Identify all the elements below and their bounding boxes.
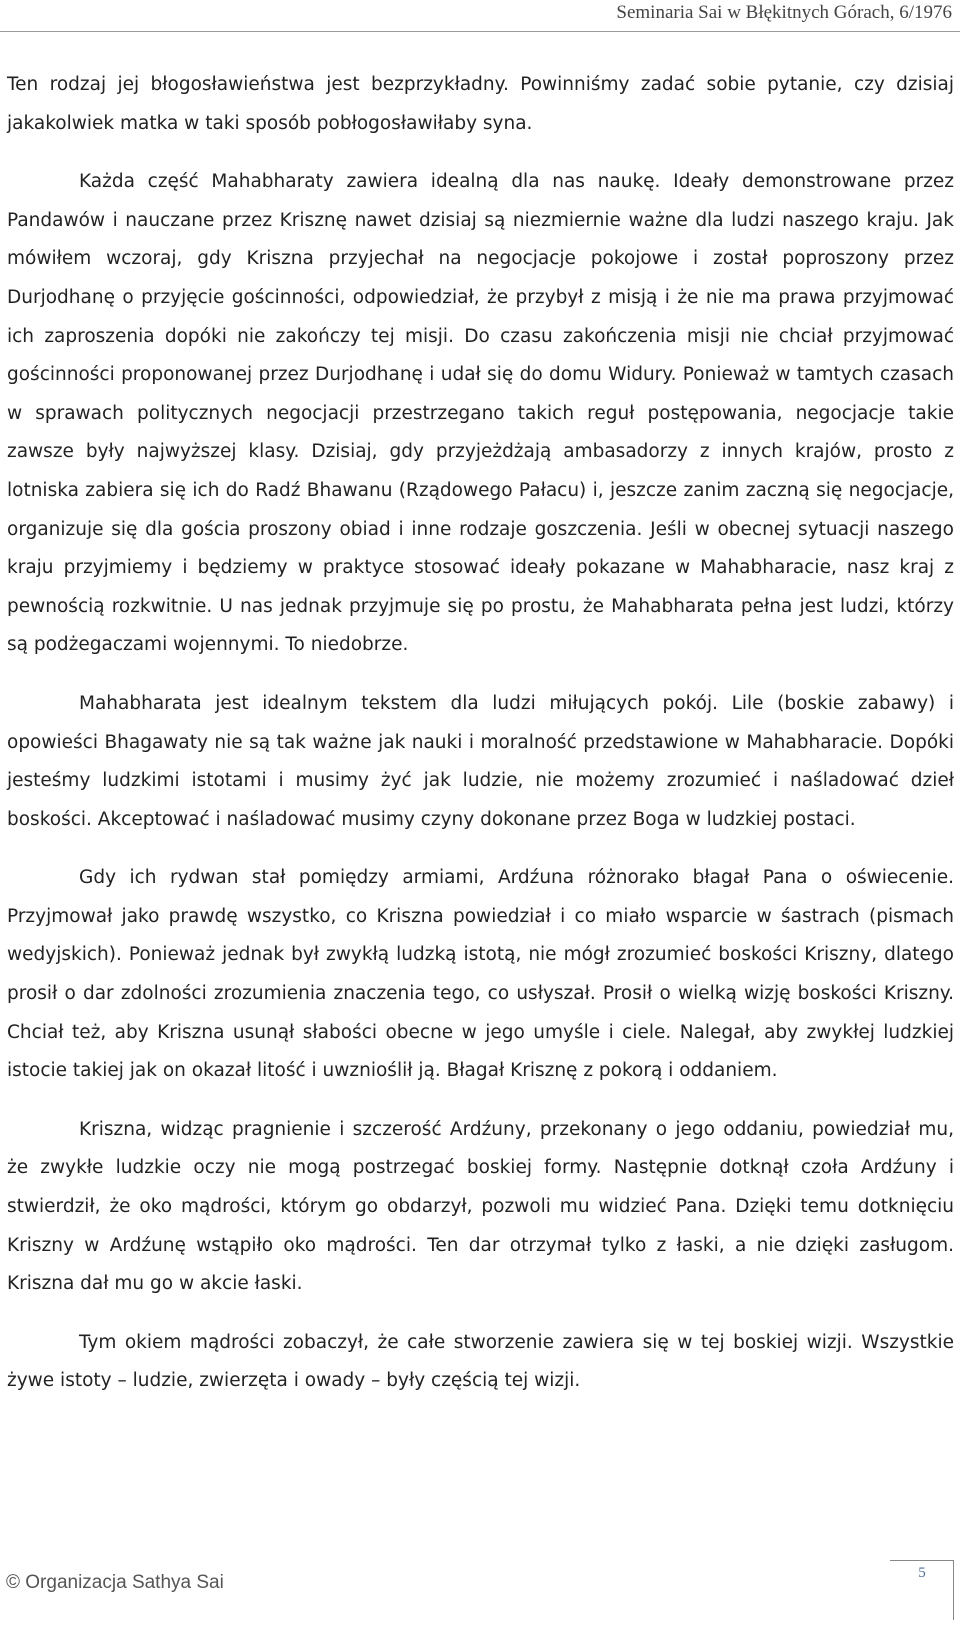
- paragraph-1: Ten rodzaj jej błogosławieństwa jest bezprzykładny. Powinniśmy zadać sobie pytanie, czy dzisiaj jakakolwiek matka w taki sposób pobłogosławiłaby syna.: [7, 74, 954, 134]
- paragraph-4: Gdy ich rydwan stał pomiędzy armiami, Ardźuna różnorako błagał Pana o oświecenie. Przyjmował jako prawdę wszystko, co Kriszna powiedział i co miało wsparcie w śastrach (pismach wedyjskich). Ponieważ jednak był zwykłą ludzką istotą, nie mógł zrozumieć boskości Kriszny, dlatego prosił o dar zdolności zrozumienia znaczenia tego, co usłyszał. Prosił o wielką wizję boskości Kriszny. Chciał też, aby Kriszna usunął słabości obecne w jego umyśle i ciele. Nalegał, aby zwykłej ludzkiej istocie takiej jak on okazał litość i uwznioślił ją. Błagał Krisznę z pokorą i oddaniem.: [7, 867, 954, 1082]
- paragraph-gap: [7, 839, 954, 859]
- paragraph-2: Każda część Mahabharaty zawiera idealną dla nas naukę. Ideały demonstrowane przez Pandawów i nauczane przez Krisznę nawet dzisiaj są niezmiernie ważne dla ludzi naszego kraju. Jak mówiłem wczoraj, gdy Kriszna przyjechał na negocjacje pokojowe i został poproszony przez Durjodhanę o przyjęcie gościnności, odpowiedział, że przybył z misją i że nie ma prawa przyjmować ich zaproszenia dopóki nie zakończy tej misji. Do czasu zakończenia misji nie chciał przyjmować gościnności proponowanej przez Durjodhanę i udał się do domu Widury. Ponieważ w tamtych czasach w sprawach politycznych negocjacji przestrzegano takich reguł postępowania, negocjacje takie zawsze były najwyższej klasy. Dzisiaj, gdy przyjeżdżają ambasadorzy z innych krajów, prosto z lotniska zabiera się ich do Radź Bhawanu (Rządowego Pałacu) i, jeszcze zanim zaczną się negocjacje, organizuje się dla gościa proszony obiad i inne rodzaje goszczenia. Jeśli w obecnej sytuacji naszego kraju przyjmiemy i będziemy w praktyce stosować ideały pokazane w Mahabharacie, nasz kraj z pewnością rozkwitnie. U nas jednak przyjmuje się po prostu, że Mahabharata pełna jest ludzi, którzy są podżegaczami wojennymi. To niedobrze.: [7, 171, 954, 656]
- page-number-box: [890, 1560, 954, 1620]
- paragraph-5: Kriszna, widząc pragnienie i szczerość Ardźuny, przekonany o jego oddaniu, powiedział mu, że zwykłe ludzkie oczy nie mogą postrzegać boskiej formy. Następnie dotknął czoła Ardźuny i stwierdził, że oko mądrości, którym go obdarzył, pozwoli mu widzieć Pana. Dzięki temu dotknięciu Kriszny w Ardźunę wstąpiło oko mądrości. Ten dar otrzymał tylko z łaski, a nie dzięki zasługom. Kriszna dał mu go w akcie łaski.: [7, 1118, 954, 1295]
- paragraph-gap: [7, 143, 954, 163]
- copyright-notice: © Organizacja Sathya Sai: [6, 1572, 224, 1593]
- paragraph-gap: [7, 665, 954, 685]
- header-divider: [0, 31, 960, 32]
- page-header: [0, 0, 960, 32]
- paragraph-gap: [7, 1091, 954, 1111]
- document-body: [7, 66, 954, 1401]
- page-number: 5: [918, 1565, 926, 1581]
- paragraph-3: Mahabharata jest idealnym tekstem dla ludzi miłujących pokój. Lile (boskie zabawy) i opowieści Bhagawaty nie są tak ważne jak nauki i moralność przedstawione w Mahabharacie. Dopóki jesteśmy ludzkimi istotami i musimy żyć jak ludzie, nie możemy zrozumieć i naśladować dzieł boskości. Akceptować i naśladować musimy czyny dokonane przez Boga w ludzkiej postaci.: [7, 692, 954, 830]
- paragraph-gap: [7, 1304, 954, 1324]
- running-header-title: Seminaria Sai w Błękitnych Górach, 6/1976: [616, 2, 952, 23]
- paragraph-6: Tym okiem mądrości zobaczył, że całe stworzenie zawiera się w tej boskiej wizji. Wszystkie żywe istoty – ludzie, zwierzęta i owady – były częścią tej wizji.: [7, 1331, 954, 1392]
- page-footer: [0, 1560, 960, 1642]
